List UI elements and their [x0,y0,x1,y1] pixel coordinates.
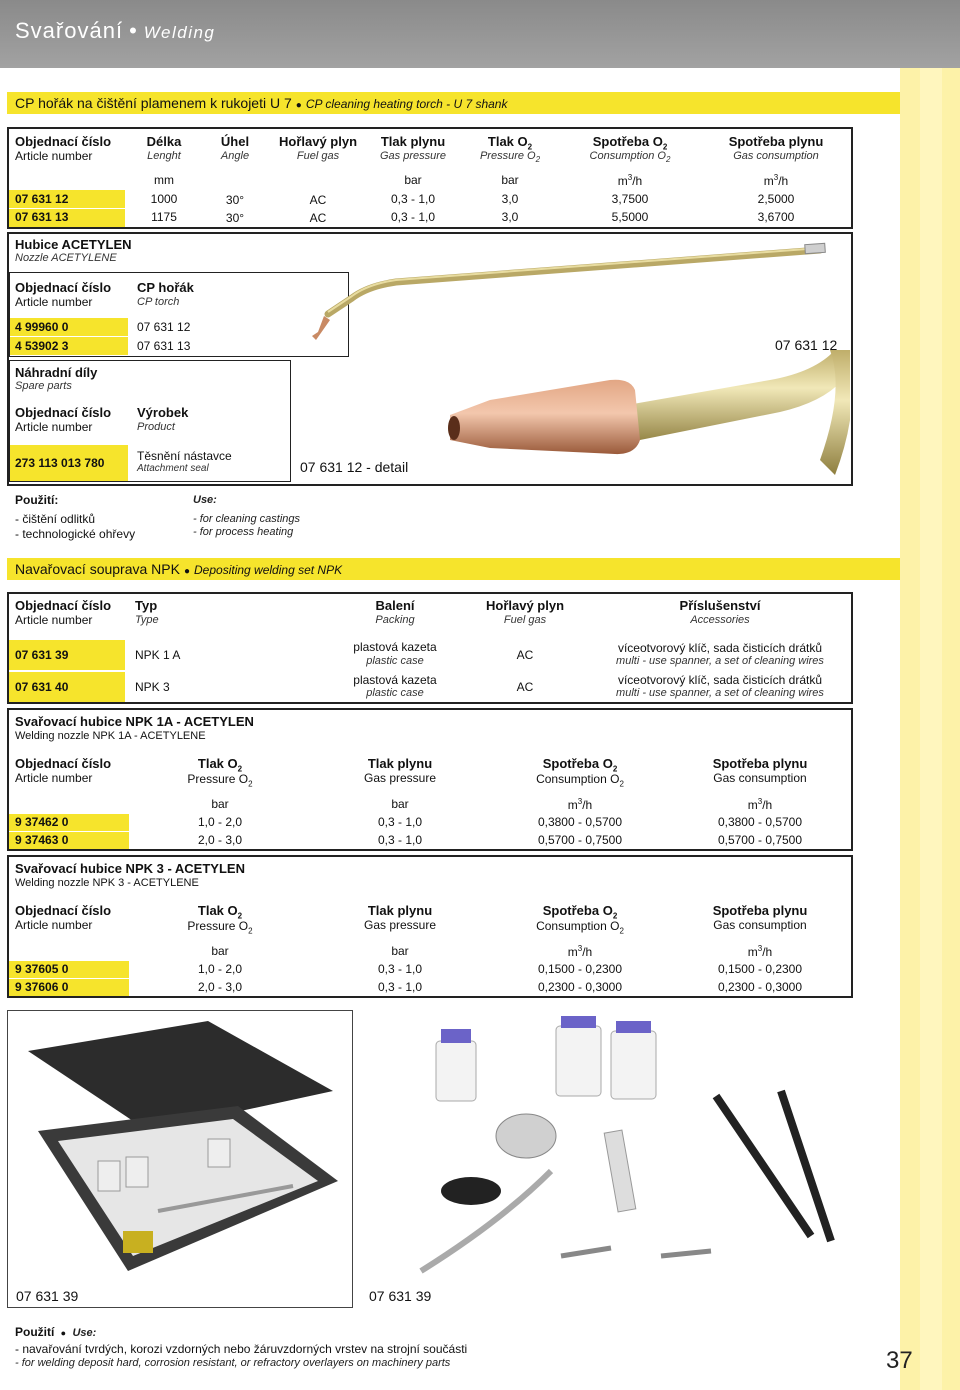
tool-icon [123,1231,153,1253]
npk-row2-pack-en: plastic case [366,687,424,699]
cp-row1-fuel: AC [309,193,327,207]
npk-row1-gas: AC [516,648,534,662]
section-cp-title-cs: CP hořák na čištění plamenem k rukojeti U 7 [15,95,292,111]
npk-col-packing-cs: Balení [375,598,415,613]
n1a-row2-gaspress: 0,3 - 1,0 [377,833,423,847]
cp-row2-article: 07 631 13 [15,210,69,224]
spare-col2-en: Product [137,421,175,433]
n1a-unit-m3h-1 [500,797,660,812]
nozzle-row2-torch: 07 631 13 [137,339,191,353]
kit-case-illustration [8,1011,352,1281]
bottle-icon [611,1031,656,1099]
usage2-title [15,1325,96,1339]
n3-row2-gascons: 0,2300 - 0,3000 [717,980,803,994]
nozzle-col2-cs: CP hořák [137,280,194,295]
section-cp-title-en: CP cleaning heating torch - U 7 shank [305,97,508,111]
cp-row2-length: 1175 [151,210,177,224]
bottle-cap-icon [616,1021,651,1033]
sub-2: 2 [612,911,618,921]
unit-h: /h [778,174,789,188]
detail-nozzle-opening [448,416,460,440]
cp-col-gaspress-en: Gas pressure [379,150,447,162]
nozzle-col2-en: CP torch [137,296,180,308]
n1a-unit-bar2: bar [391,797,409,811]
npk-row1-acc-cs: víceotvorový klíč, sada čisticích drátků [617,641,823,655]
n3-col-gascons-cs: Spotřeba plynu [712,903,808,918]
npk-col-article-cs: Objednací číslo [15,598,112,613]
npk-col-fuel-en: Fuel gas [503,614,547,626]
cp-unit-bar1: bar [404,173,422,187]
cp-col-gascons-cs: Spotřeba plynu [728,134,824,149]
cp-col-o2press-en-text: Pressure O [479,150,536,162]
spare-col1-en: Article number [15,420,93,434]
npk-col-fuel-cs: Hořlavý plyn [485,598,565,613]
n3-col-o2cons-cs [500,903,660,921]
usage1-item2-en: - for process heating [193,526,294,538]
nozzle1a-title-cs: Svařovací hubice NPK 1A - ACETYLEN [15,714,254,729]
n1a-row1-o2cons: 0,3800 - 0,5700 [537,815,623,829]
npk-row1-pack-cs: plastová kazeta [353,640,437,654]
sub-2: 2 [662,142,668,152]
torch-photo-label: 07 631 12 [775,337,838,353]
spare-row-article: 273 113 013 780 [15,456,105,470]
sub-2: 2 [248,926,253,936]
section-title-npk [7,558,900,580]
nozzle-row1-article: 4 99960 0 [15,320,69,334]
header-separator: • [129,18,138,43]
sub-2: 2 [535,155,541,165]
sub-2: 2 [612,764,618,774]
kit-parts-photo [360,1010,853,1308]
n3-row1-gaspress: 0,3 - 1,0 [377,962,423,976]
usage2-text-cs: - navařování tvrdých, korozi vzdorných nebo žáruvzdorných vrstev na strojní součásti [15,1342,468,1356]
n3-row2-o2press: 2,0 - 3,0 [197,980,243,994]
n1a-row1-gascons: 0,3800 - 0,5700 [717,815,803,829]
n3-col-o2press-cs-text: Tlak O [197,903,238,918]
unit-m: m [567,798,578,812]
n3-col-gaspress-cs: Tlak plynu [367,903,433,918]
nozzle-title-en: Nozzle ACETYLENE [15,252,117,264]
cp-col-angle-cs: Úhel [220,134,250,149]
npk-col-type-cs: Typ [135,598,158,613]
usage2-text-en: - for welding deposit hard, corrosion resistant, or refractory overlayers on machinery parts [15,1357,451,1369]
n1a-row1-article: 9 37462 0 [15,815,69,829]
n3-col-o2cons-cs-text: Spotřeba O [542,903,613,918]
cp-col-length-cs: Délka [146,134,182,149]
n3-col-article-en: Article number [15,918,93,932]
npk-row1-article: 07 631 39 [15,648,69,662]
npk-row1-acc-en: multi - use spanner, a set of cleaning wires [616,655,824,667]
n1a-col-o2cons-cs-text: Spotřeba O [542,756,613,771]
nozzle-tip-icon [561,1248,611,1256]
cp-row2-o2cons: 5,5000 [611,210,649,224]
cp-row2-gascons: 3,6700 [757,210,795,224]
spare-title-en: Spare parts [15,380,72,392]
sup-3: 3 [757,944,763,953]
cp-unit-m3h-2 [700,173,852,188]
cp-col-angle-en: Angle [220,150,250,162]
n1a-unit-m3h-2 [680,797,840,812]
npk-row2-pack-cs: plastová kazeta [353,673,437,687]
right-decor-stripe [900,68,960,1390]
n1a-col-gascons-cs: Spotřeba plynu [712,756,808,771]
n1a-col-o2press-en-text: Pressure O [187,772,249,786]
bottle-icon [436,1041,476,1101]
sub-2: 2 [619,926,624,936]
cp-row2-o2press: 3,0 [501,210,519,224]
detail-brass-tube [610,350,850,445]
npk-row2-gas: AC [516,680,534,694]
n3-col-o2cons-en [500,919,660,935]
n1a-unit-bar1: bar [211,797,229,811]
cp-row1-gaspress: 0,3 - 1,0 [390,192,436,206]
n1a-row1-gaspress: 0,3 - 1,0 [377,815,423,829]
page-number: 37 [886,1347,913,1374]
header-title-en: Welding [143,23,216,42]
cp-col-o2press-cs [460,134,560,152]
unit-m: m [567,945,578,959]
handle-icon [604,1130,636,1212]
sup-3: 3 [773,173,779,182]
torch-photo [300,236,850,351]
section-npk-title-cs: Navařovací souprava NPK [15,561,180,577]
sub-2: 2 [237,764,243,774]
npk-col-packing-en: Packing [375,614,415,626]
unit-m: m [747,798,758,812]
sup-3: 3 [577,944,583,953]
nozzle-row2-article: 4 53902 3 [15,339,69,353]
cp-col-o2cons-en [565,150,695,164]
npk-col-type-en: Type [135,614,159,626]
cp-row2-fuel: AC [309,211,327,225]
n3-unit-m3h-2 [680,944,840,959]
section-npk-title-en: Depositing welding set NPK [194,563,343,577]
detail-photo-label: 07 631 12 - detail [300,459,409,475]
npk-col-article-en: Article number [15,613,93,627]
cp-col-fuel-cs: Hořlavý plyn [278,134,358,149]
nozzle-row1-torch: 07 631 12 [137,320,191,334]
npk-row2-article: 07 631 40 [15,680,69,694]
npk-row2-type: NPK 3 [135,680,170,694]
n1a-col-o2cons-en-text: Consumption O [536,772,620,786]
nozzle3-title-cs: Svařovací hubice NPK 3 - ACETYLEN [15,861,245,876]
page-header [0,0,960,68]
npk-row1-pack-en: plastic case [366,655,424,667]
kit-case-label: 07 631 39 [16,1288,79,1304]
dot-icon: ● [60,1328,67,1338]
cp-col-length-en: Lenght [147,150,181,162]
cp-row1-o2cons: 3,7500 [611,192,649,206]
kit-parts-label: 07 631 39 [369,1288,432,1304]
unit-h: /h [762,798,773,812]
npk-col-acc-en: Accessories [690,614,750,626]
cp-col-o2cons-cs [565,134,695,152]
n3-row1-o2cons: 0,1500 - 0,2300 [537,962,623,976]
regulator-icon [496,1114,556,1158]
nozzle-tip-icon [661,1251,711,1256]
npk-col-acc-cs: Příslušenství [679,598,761,613]
cp-unit-bar2: bar [501,173,519,187]
n1a-col-o2cons-cs [500,756,660,774]
unit-m: m [763,174,774,188]
dot-icon: ● [295,100,302,111]
unit-h: /h [632,174,643,188]
right-decor-band [920,68,942,1390]
n3-row2-gaspress: 0,3 - 1,0 [377,980,423,994]
n3-unit-m3h-1 [500,944,660,959]
kit-parts-illustration [361,1011,851,1281]
spare-col2-cs: Výrobek [137,405,189,420]
cp-row1-gascons: 2,5000 [757,192,795,206]
spare-title-cs: Náhradní díly [15,365,98,380]
unit-h: /h [762,945,773,959]
seal-disc-icon [441,1177,501,1205]
dot-icon: ● [183,566,191,577]
n3-col-gascons-en: Gas consumption [713,918,807,932]
cp-row1-article: 07 631 12 [15,192,69,206]
n3-unit-bar1: bar [211,944,229,958]
cp-col-gaspress-cs: Tlak plynu [380,134,446,149]
cp-col-fuel-en: Fuel gas [296,150,340,162]
usage1-item1-cs: - čištění odlitků [15,512,96,526]
cp-col-o2press-cs-text: Tlak O [487,134,528,149]
torch-connector [805,243,826,253]
bottle-icon [126,1157,148,1187]
torch-nozzle-tip [312,316,330,340]
n3-col-o2press-cs [140,903,300,921]
n1a-col-gaspress-cs: Tlak plynu [367,756,433,771]
n1a-col-article-en: Article number [15,771,93,785]
cp-col-article-en: Article number [15,149,93,163]
usage1-item2-cs: - technologické ohřevy [15,527,136,541]
n3-col-o2cons-en-text: Consumption O [536,919,620,933]
cp-col-gascons-en: Gas consumption [733,150,819,162]
n3-row1-o2press: 1,0 - 2,0 [197,962,243,976]
n1a-row2-o2cons: 0,5700 - 0,7500 [537,833,623,847]
bottle-cap-icon [441,1029,471,1043]
bottle-icon [556,1026,601,1096]
cp-col-o2cons-cs-text: Spotřeba O [592,134,663,149]
sup-3: 3 [627,173,633,182]
n1a-row2-o2press: 2,0 - 3,0 [197,833,243,847]
header-title-cs: Svařování [15,18,124,43]
cp-row1-o2press: 3,0 [501,192,519,206]
n3-row2-article: 9 37606 0 [15,980,69,994]
n3-col-gaspress-en: Gas pressure [363,918,437,932]
n3-row1-gascons: 0,1500 - 0,2300 [717,962,803,976]
cp-row1-length: 1000 [150,192,178,206]
n3-row2-o2cons: 0,2300 - 0,3000 [537,980,623,994]
unit-h: /h [582,798,593,812]
npk-row2-acc-cs: víceotvorový klíč, sada čisticích drátků [617,673,823,687]
n1a-col-o2cons-en [500,772,660,788]
sub-2: 2 [237,911,243,921]
cp-row2-gaspress: 0,3 - 1,0 [390,210,436,224]
sub-2: 2 [248,779,253,789]
sub-2: 2 [619,779,624,789]
kit-case-photo [7,1010,353,1308]
n1a-col-o2press-cs-text: Tlak O [197,756,238,771]
sub-2: 2 [527,142,533,152]
usage1-title-cs: Použití: [15,493,59,507]
bottle-cap-icon [561,1016,596,1028]
cp-col-o2cons-en-text: Consumption O [589,150,666,162]
nozzle1a-title-en: Welding nozzle NPK 1A - ACETYLENE [15,730,206,742]
nozzle-title-cs: Hubice ACETYLEN [15,237,132,252]
n3-col-o2press-en [140,919,300,935]
bottle-icon [208,1139,230,1167]
usage1-item1-en: - for cleaning castings [193,513,300,525]
torch-detail-photo [440,350,850,480]
detail-copper-nozzle [450,380,640,454]
unit-m: m [747,945,758,959]
spare-col1-cs: Objednací číslo [15,405,112,420]
sup-3: 3 [757,797,763,806]
cp-unit-m3h-1 [565,173,695,188]
n1a-col-gaspress-en: Gas pressure [363,771,437,785]
header-title [15,18,215,44]
npk-row1-type: NPK 1 A [135,648,181,662]
n1a-col-o2press-cs [140,756,300,774]
n1a-row1-o2press: 1,0 - 2,0 [197,815,243,829]
cp-col-o2press-en [460,150,560,164]
n1a-col-o2press-en [140,772,300,788]
unit-m: m [617,174,628,188]
n1a-row2-gascons: 0,5700 - 0,7500 [717,833,803,847]
cp-unit-mm: mm [154,173,174,187]
cp-row1-angle: 30° [225,193,245,207]
spare-row-product-en: Attachment seal [137,463,209,474]
usage1-title-en: Use: [193,494,217,506]
n3-row1-article: 9 37605 0 [15,962,69,976]
cp-col-article-cs: Objednací číslo [15,134,112,149]
nozzle-col1-en: Article number [15,295,93,309]
n3-col-o2press-en-text: Pressure O [187,919,249,933]
cp-row2-angle: 30° [225,211,245,225]
nozzle3-title-en: Welding nozzle NPK 3 - ACETYLENE [15,877,199,889]
spanner-icon [716,1091,831,1241]
nozzle-col1-cs: Objednací číslo [15,280,112,295]
torch-tube [328,250,820,314]
n3-unit-bar2: bar [391,944,409,958]
sub-2: 2 [665,155,671,165]
n1a-col-article-cs: Objednací číslo [15,756,112,771]
npk-row2-acc-en: multi - use spanner, a set of cleaning wires [616,687,824,699]
usage2-title-cs: Použití [15,1325,55,1339]
n1a-row2-article: 9 37463 0 [15,833,69,847]
n1a-col-gascons-en: Gas consumption [713,771,807,785]
spare-row-product-cs: Těsnění nástavce [137,449,232,463]
unit-h: /h [582,945,593,959]
sup-3: 3 [577,797,583,806]
section-title-cp [7,92,900,114]
usage2-title-en: Use: [72,1327,97,1339]
n3-col-article-cs: Objednací číslo [15,903,112,918]
bottle-icon [98,1161,120,1191]
